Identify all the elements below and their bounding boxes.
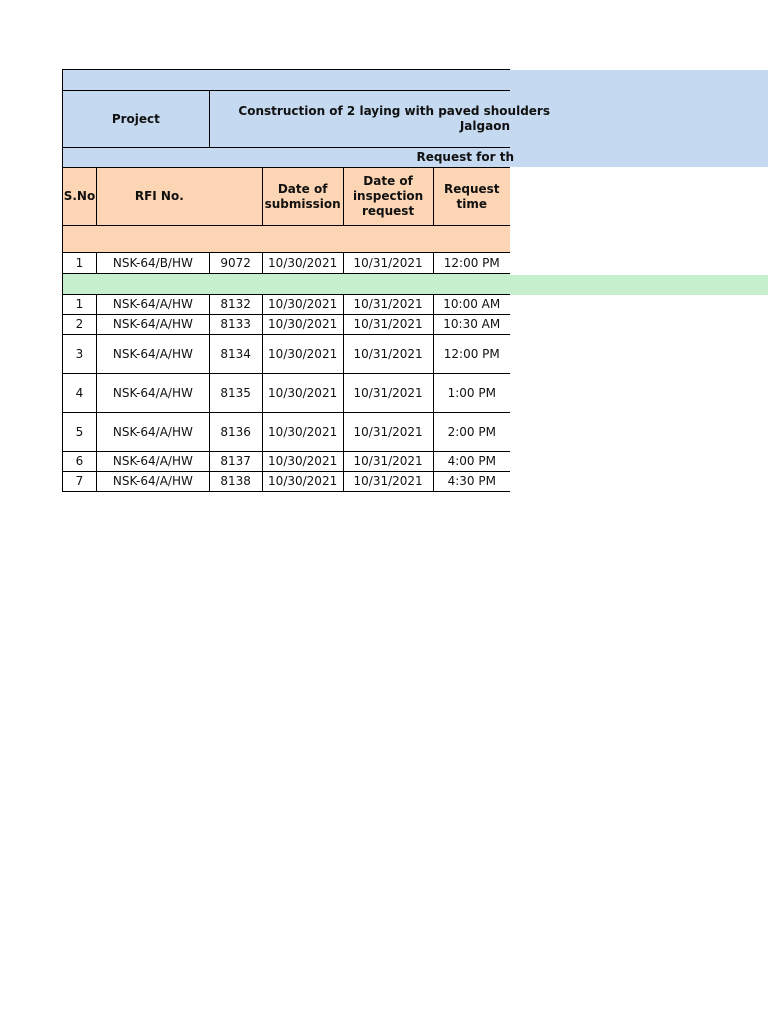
row-rfi-no: NSK-64/A/HW <box>96 452 209 472</box>
row-rfi-number: 8135 <box>209 374 262 413</box>
row-date-inspection: 10/31/2021 <box>343 413 433 452</box>
row-rfi-number: 9072 <box>209 253 262 274</box>
row-rfi-number: 8136 <box>209 413 262 452</box>
group-b-band <box>63 226 511 253</box>
group-a-band <box>63 274 511 295</box>
row-rfi-no: NSK-64/A/HW <box>96 413 209 452</box>
row-rfi-no: NSK-64/B/HW <box>96 253 209 274</box>
row-sno: 1 <box>63 295 97 315</box>
table-row <box>63 335 511 374</box>
header-rfi: RFI No. <box>96 168 262 226</box>
row-date-inspection: 10/31/2021 <box>343 253 433 274</box>
table-row <box>63 413 511 452</box>
project-desc-line1: Construction of 2 laying with paved shoulders <box>238 104 550 118</box>
row-request-time: 12:00 PM <box>433 253 510 274</box>
row-date-submission: 10/30/2021 <box>262 452 343 472</box>
project-desc-line2: Jalgaon <box>459 119 510 133</box>
row-rfi-no: NSK-64/A/HW <box>96 374 209 413</box>
row-request-time: 10:30 AM <box>433 315 510 335</box>
row-date-submission: 10/30/2021 <box>262 315 343 335</box>
row-sno: 6 <box>63 452 97 472</box>
row-date-inspection: 10/31/2021 <box>343 335 433 374</box>
row-date-submission: 10/30/2021 <box>262 413 343 452</box>
project-description <box>209 91 550 148</box>
header-request-time: Request time <box>433 168 510 226</box>
row-date-inspection: 10/31/2021 <box>343 452 433 472</box>
top-blank-row <box>63 70 511 91</box>
row-date-inspection: 10/31/2021 <box>343 374 433 413</box>
row-sno: 4 <box>63 374 97 413</box>
request-title: Request for th <box>63 148 511 168</box>
row-date-inspection: 10/31/2021 <box>343 315 433 335</box>
table-row <box>63 374 511 413</box>
row-request-time: 10:00 AM <box>433 295 510 315</box>
header-sno: S.No <box>63 168 97 226</box>
row-date-submission: 10/30/2021 <box>262 472 343 492</box>
request-title-row <box>63 148 511 168</box>
table-row <box>63 295 511 315</box>
row-sno: 5 <box>63 413 97 452</box>
project-label: Project <box>63 91 210 148</box>
row-rfi-number: 8133 <box>209 315 262 335</box>
row-date-inspection: 10/31/2021 <box>343 295 433 315</box>
group-band-overflow <box>510 275 768 295</box>
header-date-submission: Date of submission <box>262 168 343 226</box>
row-sno: 3 <box>63 335 97 374</box>
header-date-inspection: Date of inspection request <box>343 168 433 226</box>
row-sno: 1 <box>63 253 97 274</box>
row-date-submission: 10/30/2021 <box>262 374 343 413</box>
row-rfi-no: NSK-64/A/HW <box>96 295 209 315</box>
row-request-time: 4:00 PM <box>433 452 510 472</box>
row-request-time: 1:00 PM <box>433 374 510 413</box>
row-request-time: 12:00 PM <box>433 335 510 374</box>
row-request-time: 2:00 PM <box>433 413 510 452</box>
table-row <box>63 253 511 274</box>
table-row <box>63 472 511 492</box>
row-sno: 7 <box>63 472 97 492</box>
project-row <box>63 91 511 148</box>
column-header-row <box>63 168 511 226</box>
row-date-submission: 10/30/2021 <box>262 295 343 315</box>
row-rfi-number: 8134 <box>209 335 262 374</box>
table-row <box>63 452 511 472</box>
table-row <box>63 315 511 335</box>
row-sno: 2 <box>63 315 97 335</box>
row-rfi-no: NSK-64/A/HW <box>96 315 209 335</box>
rfi-table <box>62 69 550 492</box>
row-request-time: 4:30 PM <box>433 472 510 492</box>
row-rfi-no: NSK-64/A/HW <box>96 335 209 374</box>
row-date-submission: 10/30/2021 <box>262 253 343 274</box>
row-date-inspection: 10/31/2021 <box>343 472 433 492</box>
row-date-submission: 10/30/2021 <box>262 335 343 374</box>
row-rfi-number: 8137 <box>209 452 262 472</box>
row-rfi-no: NSK-64/A/HW <box>96 472 209 492</box>
row-rfi-number: 8132 <box>209 295 262 315</box>
row-rfi-number: 8138 <box>209 472 262 492</box>
spreadsheet <box>62 69 550 494</box>
